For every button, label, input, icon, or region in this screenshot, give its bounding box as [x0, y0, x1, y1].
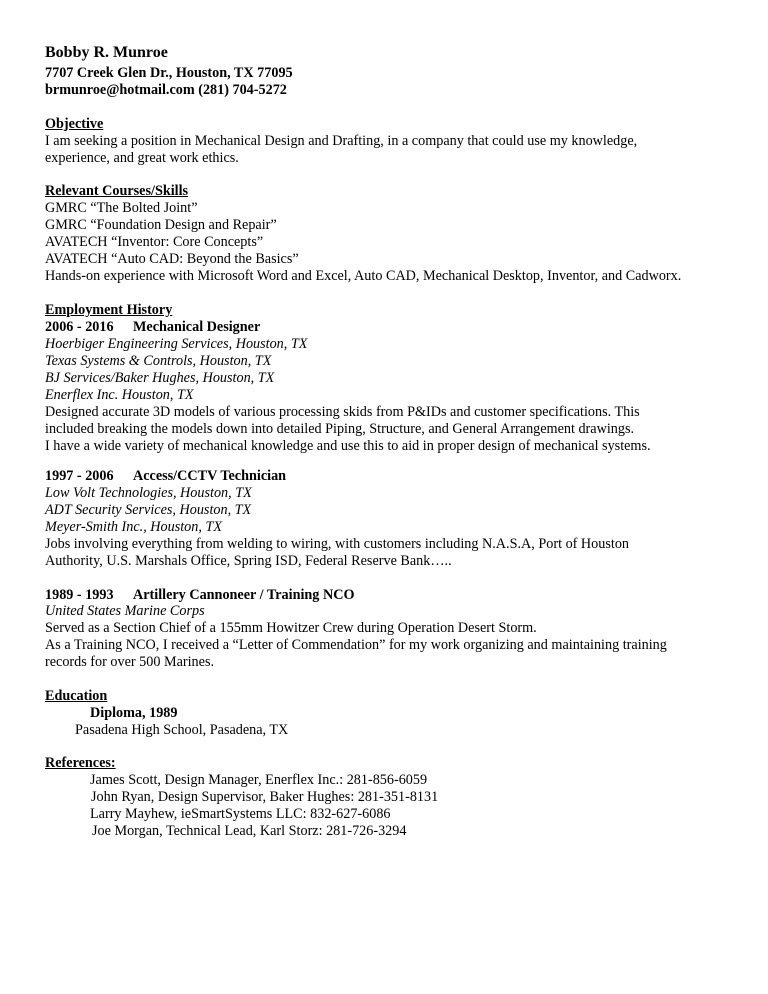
job-company: United States Marine Corps [45, 603, 205, 619]
job-title: Mechanical Designer [133, 319, 261, 335]
education-heading: Education [45, 688, 108, 704]
skill-item: AVATECH “Auto CAD: Beyond the Basics” [45, 251, 299, 267]
job-title: Artillery Cannoneer / Training NCO [133, 587, 355, 603]
job-company: Meyer-Smith Inc., Houston, TX [45, 519, 223, 535]
reference-item: John Ryan, Design Supervisor, Baker Hughes: 281-351-8131 [91, 789, 439, 805]
skill-item: AVATECH “Inventor: Core Concepts” [45, 234, 264, 250]
job-company: Texas Systems & Controls, Houston, TX [45, 353, 272, 369]
skill-item: Hands-on experience with Microsoft Word and Excel, Auto CAD, Mechanical Desktop, Inventor, and Cadworx. [45, 268, 682, 284]
job-dates: 2006 - 2016 [45, 319, 114, 335]
objective-line: I am seeking a position in Mechanical Design and Drafting, in a company that could use my knowledge, [45, 133, 638, 149]
reference-item: Joe Morgan, Technical Lead, Karl Storz: 281-726-3294 [92, 823, 407, 839]
job-description-line: Authority, U.S. Marshals Office, Spring ISD, Federal Reserve Bank….. [45, 553, 452, 569]
job-company: Enerflex Inc. Houston, TX [45, 387, 194, 403]
contact-info: brmunroe@hotmail.com (281) 704-5272 [45, 82, 287, 98]
reference-item: James Scott, Design Manager, Enerflex Inc.: 281-856-6059 [90, 772, 428, 788]
job-company: Hoerbiger Engineering Services, Houston, TX [45, 336, 308, 352]
address: 7707 Creek Glen Dr., Houston, TX 77095 [45, 65, 293, 81]
education-school: Pasadena High School, Pasadena, TX [75, 722, 289, 738]
education-degree: Diploma, 1989 [90, 705, 178, 721]
job-description-line: included breaking the models down into detailed Piping, Structure, and General Arrangement drawings. [45, 421, 635, 437]
skill-item: GMRC “The Bolted Joint” [45, 200, 198, 216]
objective-heading: Objective [45, 116, 104, 132]
skills-heading: Relevant Courses/Skills [45, 183, 189, 199]
job-company: BJ Services/Baker Hughes, Houston, TX [45, 370, 275, 386]
employment-heading: Employment History [45, 302, 173, 318]
job-title: Access/CCTV Technician [133, 468, 287, 484]
references-heading: References: [45, 755, 116, 771]
job-description-line: Jobs involving everything from welding to wiring, with customers including N.A.S.A, Port of Houston [45, 536, 630, 552]
objective-line: experience, and great work ethics. [45, 150, 239, 166]
skill-item: GMRC “Foundation Design and Repair” [45, 217, 277, 233]
job-description-line: As a Training NCO, I received a “Letter of Commendation” for my work organizing and maintaining training [45, 637, 667, 653]
job-company: Low Volt Technologies, Houston, TX [45, 485, 252, 501]
applicant-name: Bobby R. Munroe [45, 44, 168, 61]
job-dates: 1997 - 2006 [45, 468, 114, 484]
reference-item: Larry Mayhew, ieSmartSystems LLC: 832-627-6086 [90, 806, 391, 822]
job-description-line: Served as a Section Chief of a 155mm Howitzer Crew during Operation Desert Storm. [45, 620, 537, 636]
job-description-line: I have a wide variety of mechanical knowledge and use this to aid in proper design of mechanical systems. [45, 438, 651, 454]
job-description-line: Designed accurate 3D models of various processing skids from P&IDs and customer specifications. This [45, 404, 640, 420]
job-description-line: records for over 500 Marines. [45, 654, 215, 670]
job-dates: 1989 - 1993 [45, 587, 114, 603]
job-company: ADT Security Services, Houston, TX [45, 502, 252, 518]
